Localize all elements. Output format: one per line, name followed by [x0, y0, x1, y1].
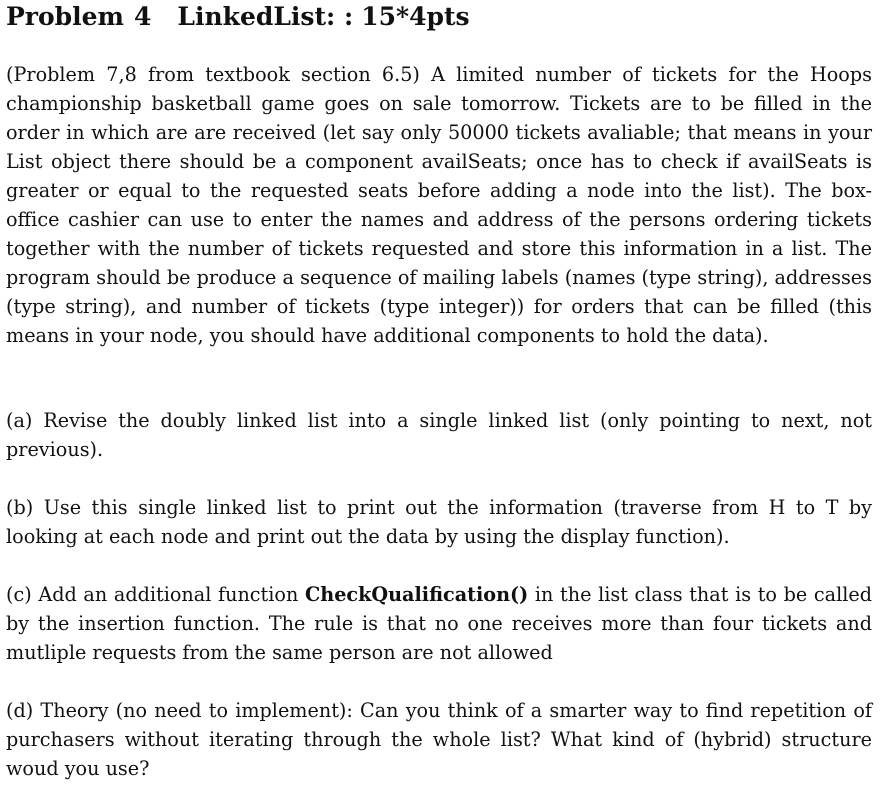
problem-number: 4	[133, 2, 152, 31]
problem-name: LinkedList: :	[177, 2, 354, 31]
part-d-paragraph: (d) Theory (no need to implement): Can you think of a smarter way to find repetition of purchasers without iterating through the whole list? What kind of (hybrid) structure woud you use?	[6, 699, 872, 780]
part-b-paragraph: (b) Use this single linked list to print out the information (traverse from H to T by looking at each node and print out the data by using the display function).	[6, 496, 872, 548]
check-qualification-function: CheckQualification()	[304, 583, 529, 606]
part-c-paragraph	[6, 580, 872, 667]
problem-points: 15*4pts	[361, 2, 470, 31]
intro-paragraph: (Problem 7,8 from textbook section 6.5) A limited number of tickets for the Hoops championship basketball game goes on sale tomorrow. Tickets are to be filled in the order in which are are received (let say only 50000 tickets avaliable; that means in your List object there should be a component availSeats; once has to check if availSeats is greater or equal to the requested seats before adding a node into the list). The box-office cashier can use to enter the names and address of the persons ordering tickets together with the number of tickets requested and store this information in a list. The program should be produce a sequence of mailing labels (names (type string), addresses (type string), and number of tickets (type integer)) for orders that can be filled (this means in your node, you should have additional components to hold the data).	[6, 63, 872, 347]
problem-label: Problem	[6, 2, 124, 31]
part-a-paragraph: (a) Revise the doubly linked list into a single linked list (only pointing to next, not previous).	[6, 409, 872, 461]
part-c-prefix: (c) Add an additional function	[6, 583, 299, 606]
problem-heading	[6, 2, 470, 31]
part-c-suffix: in the list class that is to be called by the insertion function. The rule is that no one receives more than four tickets and mutliple requests from the same person are not allowed	[6, 583, 872, 664]
